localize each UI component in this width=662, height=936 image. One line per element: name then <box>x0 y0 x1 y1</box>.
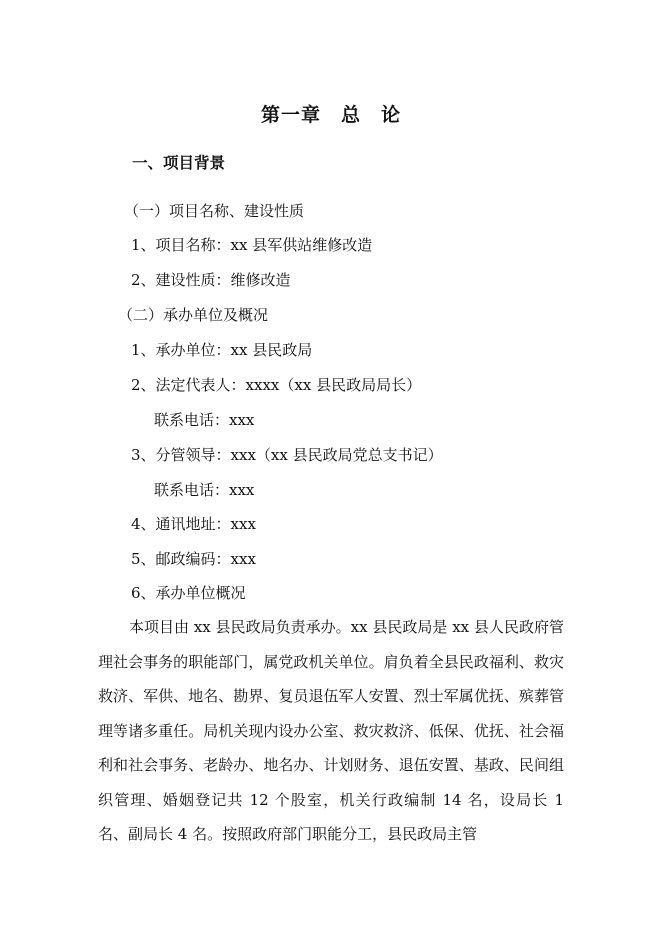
item-legal-rep-phone: 联系电话：xxx <box>154 411 255 429</box>
item-postal-code: 5、邮政编码：xxx <box>131 550 256 568</box>
chapter-title: 第一章 总 论 <box>260 104 401 126</box>
item-organizer-overview: 6、承办单位概况 <box>131 584 246 602</box>
item-mailing-address: 4、通讯地址：xxx <box>131 515 256 533</box>
item-legal-representative: 2、法定代表人：xxxx（xx 县民政局局长） <box>131 376 422 394</box>
item-construction-nature: 2、建设性质：维修改造 <box>131 271 291 289</box>
subsection-heading-organizer: （二）承办单位及概况 <box>118 306 269 324</box>
item-project-name: 1、项目名称：xx 县军供站维修改造 <box>131 236 373 254</box>
item-supervising-leader: 3、分管领导：xxx（xx 县民政局党总支书记） <box>131 446 443 464</box>
item-organizer-unit: 1、承办单位：xx 县民政局 <box>131 341 313 359</box>
overview-paragraph: 本项目由 xx 县民政局负责承办。xx 县民政局是 xx 县人民政府管理社会事务的职能部门，属党政机关单位。肩负着全县民政福利、救灾救济、军供、地名、勘界、复员退伍军人安置、烈士军属优抚、殡葬管理等诸多重任。局机关现内设办公室、救灾救济、低保、优抚、社会福利和社会事务、老龄办、地名办、计划财务、退伍安置、基政、民间组织管理、婚姻登记共 12 个股室，机关行政编制 14 名，设局长 1 名、副局长 4 名。按照政府部门职能分工，县民政局主管 <box>98 618 564 843</box>
item-supervising-leader-phone: 联系电话：xxx <box>154 481 255 499</box>
section-heading-project-background: 一、项目背景 <box>132 153 226 172</box>
subsection-heading-name-nature: （一）项目名称、建设性质 <box>124 202 305 220</box>
